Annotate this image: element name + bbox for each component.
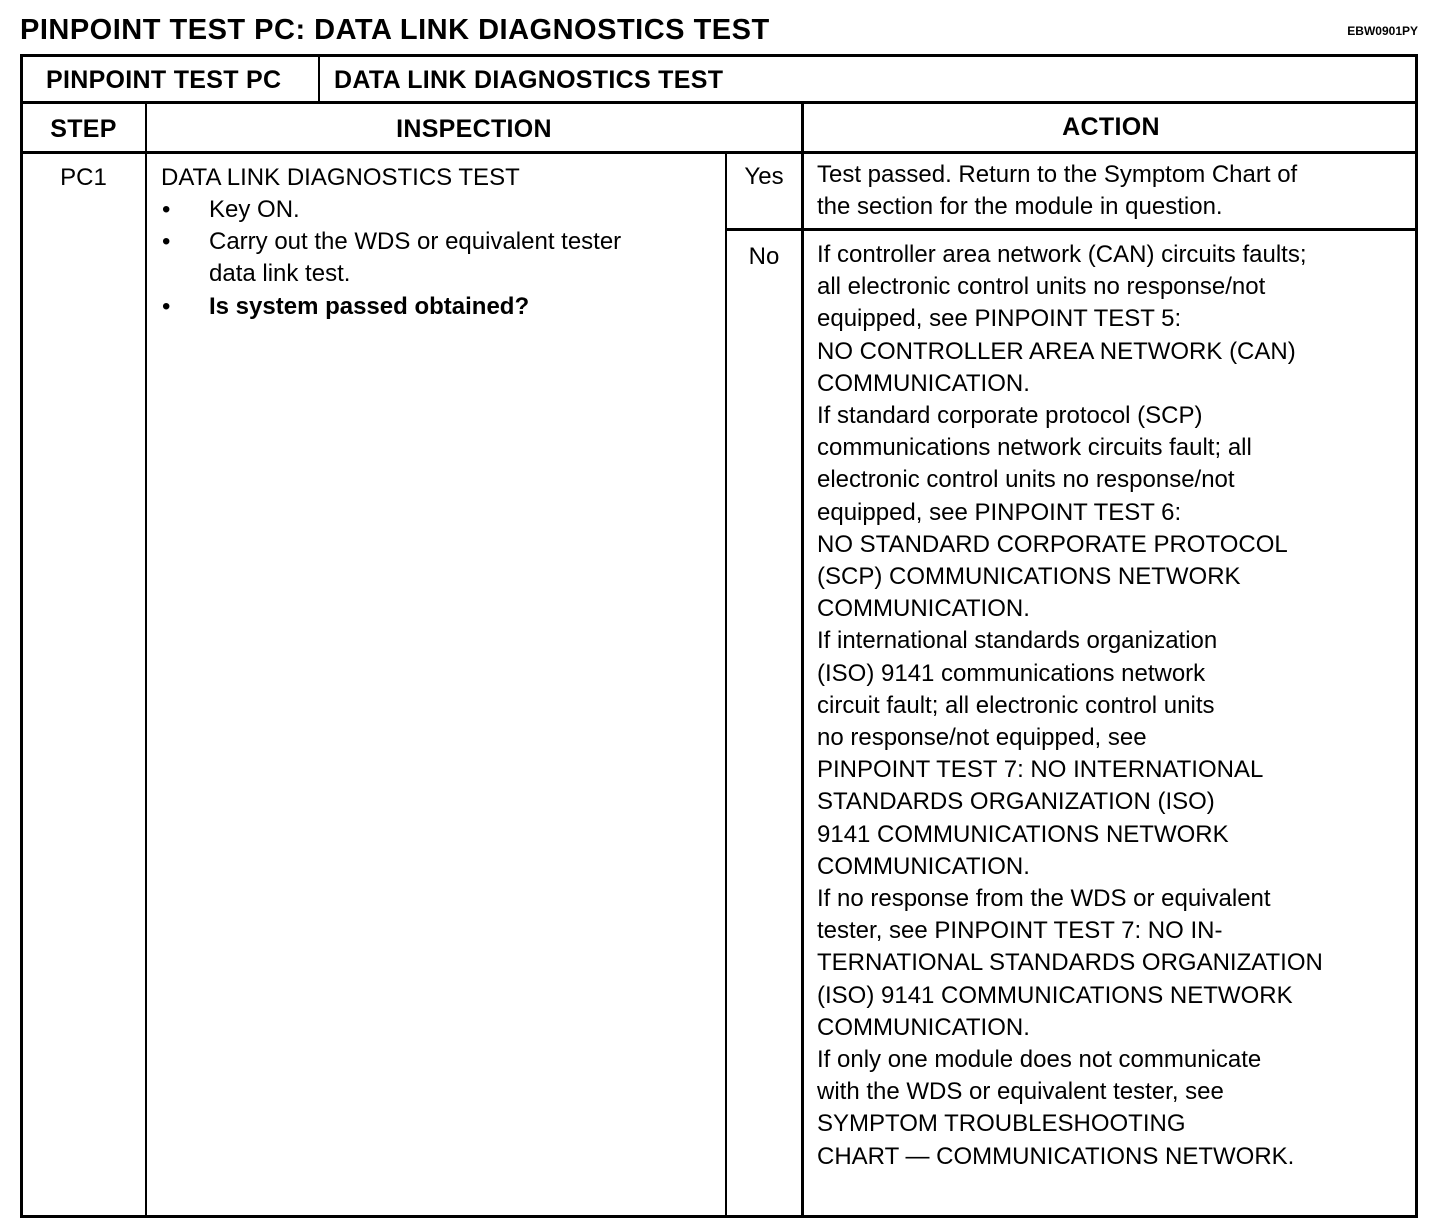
no-label: No: [748, 243, 780, 270]
no-action-line: If no response from the WDS or equivalent: [817, 885, 1271, 912]
no-action-line: STANDARDS ORGANIZATION (ISO): [817, 788, 1215, 816]
table-rule-title-divider: [318, 54, 320, 103]
no-action-line: with the WDS or equivalent tester, see: [817, 1078, 1224, 1106]
column-header-action: ACTION: [1062, 113, 1160, 141]
bullet-dot: •: [162, 293, 171, 320]
no-action-line: If controller area network (CAN) circuits faults;: [817, 241, 1307, 268]
table-rule-title-bottom: [20, 101, 1418, 104]
no-action-line: communications network circuits fault; all: [817, 434, 1252, 462]
no-action-line: tester, see PINPOINT TEST 7: NO IN-: [817, 917, 1223, 945]
no-action-line: (ISO) 9141 COMMUNICATIONS NETWORK: [817, 981, 1293, 1009]
inspection-title: DATA LINK DIAGNOSTICS TEST: [161, 164, 520, 191]
no-action-line: COMMUNICATION.: [817, 852, 1030, 880]
inspection-bullet-key-on: Key ON.: [209, 196, 300, 223]
no-action-line: If standard corporate protocol (SCP): [817, 402, 1203, 429]
no-action-line: COMMUNICATION.: [817, 369, 1030, 397]
no-action-line: COMMUNICATION.: [817, 595, 1030, 623]
no-action-line: electronic control units no response/not: [817, 466, 1235, 494]
no-action-line: equipped, see PINPOINT TEST 6:: [817, 498, 1182, 526]
yes-action-line: Test passed. Return to the Symptom Chart of: [817, 161, 1298, 188]
no-action-line: (ISO) 9141 communications network: [817, 659, 1206, 687]
inspection-bullet-question: Is system passed obtained?: [209, 293, 530, 320]
bullet-dot: •: [162, 196, 171, 223]
step-cell: PC1: [60, 164, 107, 191]
bullet-dot: •: [162, 228, 171, 255]
inspection-bullet-carry-out: Carry out the WDS or equivalent tester: [209, 228, 622, 255]
no-action-line: If international standards organization: [817, 627, 1218, 655]
no-action-line: (SCP) COMMUNICATIONS NETWORK: [817, 563, 1241, 590]
table-rule-action-divider: [801, 103, 804, 1218]
no-action-line: circuit fault; all electronic control units: [817, 691, 1215, 719]
no-action-line: NO STANDARD CORPORATE PROTOCOL: [817, 530, 1288, 558]
no-action-line: PINPOINT TEST 7: NO INTERNATIONAL: [817, 756, 1264, 784]
no-action-line: If only one module does not communicate: [817, 1046, 1262, 1073]
test-id-label: PINPOINT TEST PC: [46, 66, 282, 94]
column-header-step: STEP: [50, 115, 117, 143]
table-rule-yes-no-divider: [726, 228, 1418, 231]
no-action-line: 9141 COMMUNICATIONS NETWORK: [817, 820, 1229, 848]
yes-action-line: the section for the module in question.: [817, 193, 1223, 220]
page-title: PINPOINT TEST PC: DATA LINK DIAGNOSTICS TEST: [20, 14, 770, 46]
no-action-line: equipped, see PINPOINT TEST 5:: [817, 305, 1182, 333]
no-action-line: SYMPTOM TROUBLESHOOTING: [817, 1110, 1186, 1138]
test-name-label: DATA LINK DIAGNOSTICS TEST: [334, 66, 724, 94]
no-action-line: COMMUNICATION.: [817, 1013, 1030, 1041]
table-rule-inspection-divider: [725, 152, 727, 1218]
no-action-line: no response/not equipped, see: [817, 724, 1147, 751]
no-action-line: NO CONTROLLER AREA NETWORK (CAN): [817, 337, 1296, 365]
no-action-line: TERNATIONAL STANDARDS ORGANIZATION: [817, 949, 1323, 977]
no-action-line: all electronic control units no response/not: [817, 273, 1266, 301]
table-rule-step-divider: [145, 103, 147, 1218]
document-code: EBW0901PY: [1347, 24, 1418, 38]
no-action-line: CHART — COMMUNICATIONS NETWORK.: [817, 1142, 1295, 1170]
yes-label: Yes: [744, 163, 784, 190]
inspection-bullet-carry-out-cont: data link test.: [209, 260, 351, 287]
column-header-inspection: INSPECTION: [396, 115, 552, 143]
table-rule-header-bottom: [20, 151, 1418, 154]
